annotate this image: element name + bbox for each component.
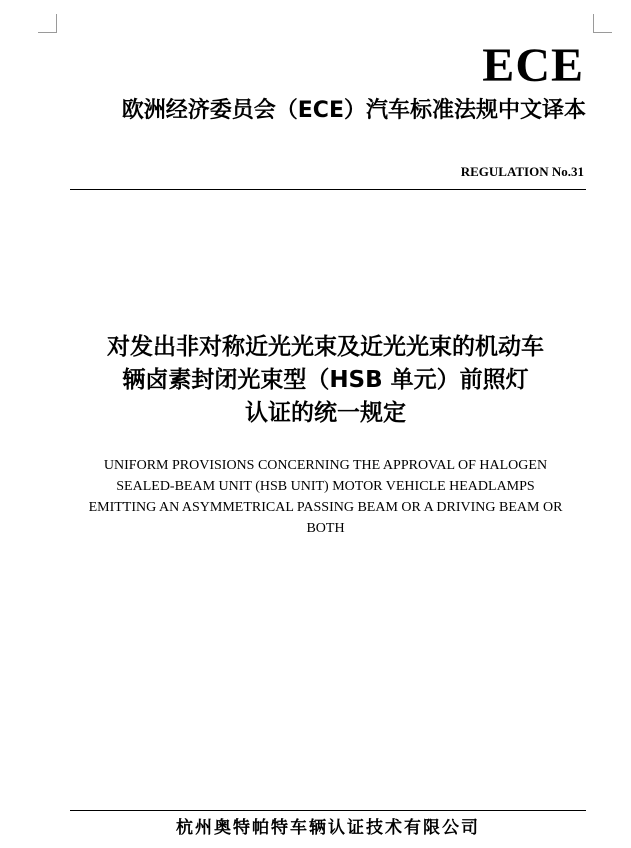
crop-mark-top-left [38, 14, 57, 33]
header-divider [70, 189, 586, 190]
chinese-title [60, 331, 591, 430]
english-title-line: SEALED-BEAM UNIT (HSB UNIT) MOTOR VEHICLE HEADLAMPS [116, 479, 535, 494]
chinese-title-line: 对发出非对称近光光束及近光光束的机动车 [107, 334, 544, 360]
organization-title: 欧洲经济委员会（ECE）汽车标准法规中文译本 [121, 98, 586, 123]
company-name: 杭州奥特帕特车辆认证技术有限公司 [176, 818, 480, 838]
ece-logo-text: ECE [482, 39, 584, 92]
crop-mark-top-right [593, 14, 612, 33]
english-title-line: BOTH [306, 521, 345, 536]
english-title-line: UNIFORM PROVISIONS CONCERNING THE APPROVAL OF HALOGEN [103, 458, 548, 473]
footer-divider [70, 810, 586, 811]
chinese-title-line: 认证的统一规定 [245, 400, 406, 426]
regulation-number: REGULATION No.31 [460, 164, 584, 179]
english-title-line: EMITTING AN ASYMMETRICAL PASSING BEAM OR A DRIVING BEAM OR [88, 500, 563, 515]
english-title [60, 455, 591, 539]
chinese-title-line: 辆卤素封闭光束型（HSB 单元）前照灯 [122, 367, 529, 393]
